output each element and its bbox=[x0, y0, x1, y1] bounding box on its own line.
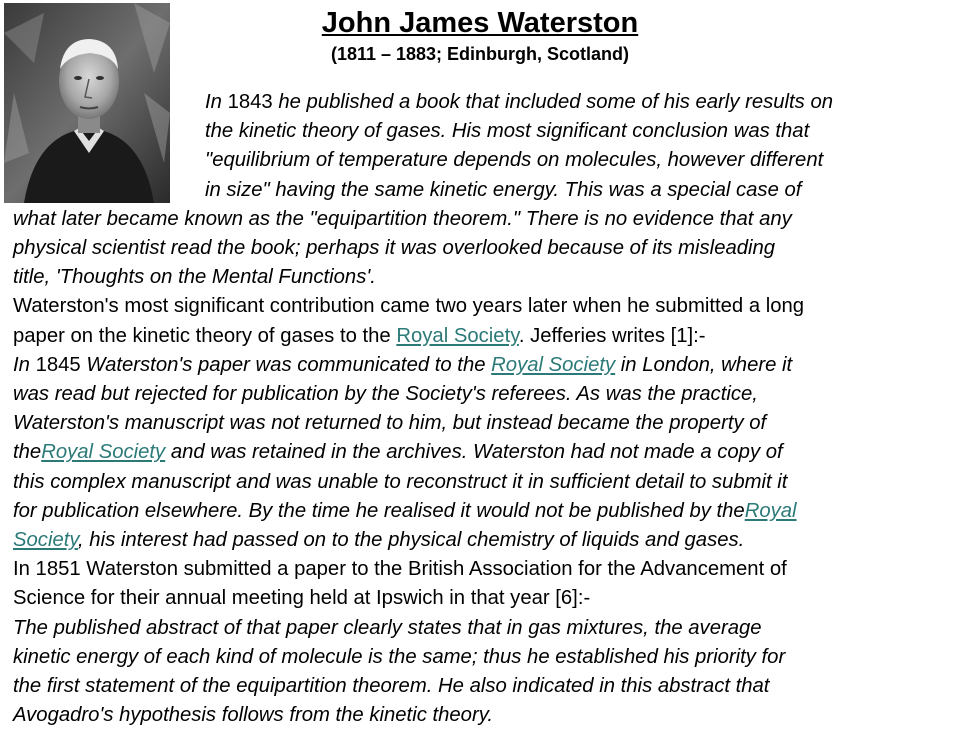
quote2-line-2: kinetic energy of each kind of molecule is the same; thus he established his priority for bbox=[13, 645, 786, 668]
quote2-line-4: Avogadro's hypothesis follows from the kinetic theory. bbox=[13, 704, 493, 727]
intro-line-1: In 1843 he published a book that included some of his early results on bbox=[205, 91, 834, 113]
intro-line-5: what later became known as the "equipartition theorem." There is no evidence that any bbox=[13, 207, 792, 230]
quote1-line-7: Society, his interest had passed on to the physical chemistry of liquids and gases. bbox=[13, 529, 745, 552]
intro-line-3: "equilibrium of temperature depends on molecules, however different bbox=[205, 149, 824, 172]
contribution-line-2: paper on the kinetic theory of gases to the Royal Society. Jefferies writes [1]:- bbox=[13, 324, 706, 347]
quote1-line-3: Waterston's manuscript was not returned to him, but instead became the property of bbox=[13, 412, 767, 435]
quote1-line-2: was read but rejected for publication by the Society's referees. As was the practice, bbox=[13, 383, 758, 406]
quote1-line-5: this complex manuscript and was unable to reconstruct it in sufficient detail to submit it bbox=[13, 470, 788, 493]
quote1-line-6: for publication elsewhere. By the time he realised it would not be published by theRoyal bbox=[13, 499, 797, 522]
meeting-line-2: Science for their annual meeting held at Ipswich in that year [6]:- bbox=[13, 587, 591, 610]
quote2-line-1: The published abstract of that paper clearly states that in gas mixtures, the average bbox=[13, 616, 762, 639]
contribution-line-1: Waterston's most significant contribution came two years later when he submitted a long bbox=[13, 295, 805, 318]
page-title: John James Waterston bbox=[321, 7, 639, 39]
royal-society-link[interactable]: Royal Society bbox=[491, 353, 616, 376]
intro-line-2: the kinetic theory of gases. His most significant conclusion was that bbox=[205, 120, 810, 143]
intro-line-4: in size" having the same kinetic energy. This was a special case of bbox=[205, 178, 802, 201]
royal-society-link[interactable]: Society bbox=[13, 529, 79, 552]
quote1-line-1: In 1845 Waterston's paper was communicated to the Royal Society in London, where it bbox=[13, 353, 793, 376]
quote1-line-4: theRoyal Society and was retained in the archives. Waterston had not made a copy of bbox=[13, 441, 783, 464]
royal-society-link[interactable]: Royal Society bbox=[396, 324, 519, 347]
intro-line-6: physical scientist read the book; perhaps it was overlooked because of its misleading bbox=[13, 237, 776, 260]
intro-line-7: title, 'Thoughts on the Mental Functions'. bbox=[13, 266, 376, 289]
royal-society-link[interactable]: Royal Society bbox=[41, 441, 166, 464]
page-subtitle: (1811 – 1883; Edinburgh, Scotland) bbox=[330, 44, 630, 64]
article-body bbox=[13, 88, 948, 730]
meeting-line-1: In 1851 Waterston submitted a paper to the British Association for the Advancement of bbox=[13, 558, 787, 581]
quote2-line-3: the first statement of the equipartition theorem. He also indicated in this abstract that bbox=[13, 675, 770, 698]
royal-society-link[interactable]: Royal bbox=[744, 499, 797, 522]
